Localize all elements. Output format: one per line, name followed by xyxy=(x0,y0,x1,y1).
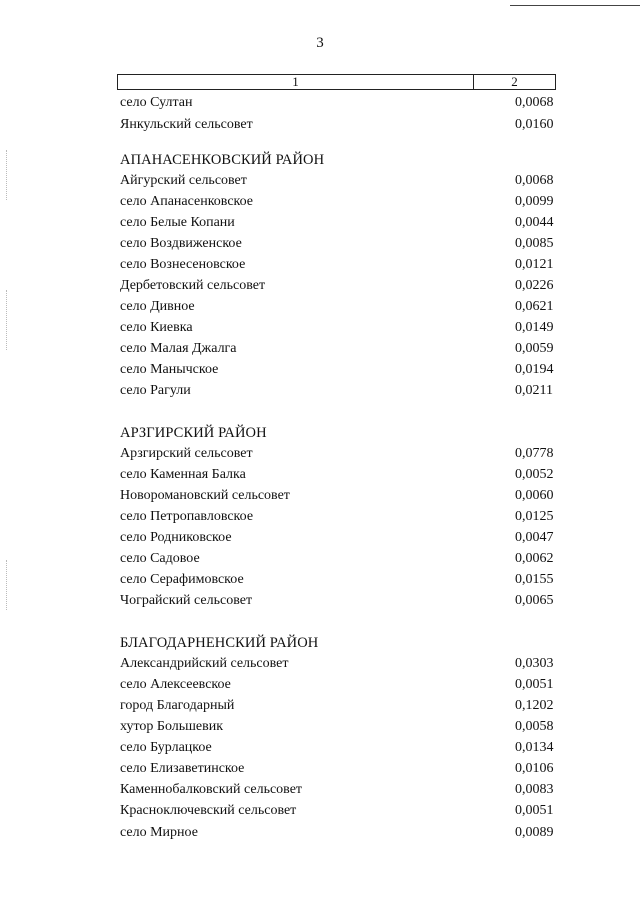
coefficient-value: 0,0051 xyxy=(515,677,554,692)
table-row xyxy=(0,213,640,233)
table-row xyxy=(0,823,640,843)
table-row xyxy=(0,318,640,338)
settlement-name: село Серафимовское xyxy=(120,572,244,587)
coefficient-value: 0,1202 xyxy=(515,698,554,713)
settlement-name: Красноключевский сельсовет xyxy=(120,803,297,818)
coefficient-value: 0,0083 xyxy=(515,782,554,797)
table-row xyxy=(0,759,640,779)
settlement-name: Арзгирский сельсовет xyxy=(120,446,253,461)
table-row xyxy=(0,507,640,527)
coefficient-value: 0,0106 xyxy=(515,761,554,776)
coefficient-value: 0,0194 xyxy=(515,362,554,377)
table-row xyxy=(0,381,640,401)
coefficient-value: 0,0059 xyxy=(515,341,554,356)
settlement-name: село Алексеевское xyxy=(120,677,231,692)
table-row xyxy=(0,696,640,716)
coefficient-value: 0,0125 xyxy=(515,509,554,524)
settlement-name: село Елизаветинское xyxy=(120,761,245,776)
settlement-name: село Султан xyxy=(120,95,193,110)
district-name: БЛАГОДАРНЕНСКИЙ РАЙОН xyxy=(120,635,319,651)
table-row xyxy=(0,465,640,485)
coefficient-value: 0,0052 xyxy=(515,467,554,482)
settlement-name: село Мирное xyxy=(120,825,198,840)
coefficient-value: 0,0149 xyxy=(515,320,554,335)
settlement-name: село Каменная Балка xyxy=(120,467,246,482)
settlement-name: Каменнобалковский сельсовет xyxy=(120,782,303,797)
coefficient-value: 0,0062 xyxy=(515,551,554,566)
settlement-name: село Апанасенковское xyxy=(120,194,254,209)
table-row xyxy=(0,780,640,800)
district-heading xyxy=(0,633,640,653)
coefficient-value: 0,0044 xyxy=(515,215,554,230)
table-header-col2: 2 xyxy=(511,74,518,89)
district-heading xyxy=(0,423,640,443)
settlement-name: село Садовое xyxy=(120,551,200,566)
table-row xyxy=(0,738,640,758)
coefficient-value: 0,0134 xyxy=(515,740,554,755)
district-heading xyxy=(0,150,640,170)
settlement-name: хутор Большевик xyxy=(120,719,224,734)
page-number: 3 xyxy=(316,35,324,51)
table-row xyxy=(0,234,640,254)
settlement-name: Айгурский сельсовет xyxy=(120,173,247,188)
coefficient-value: 0,0085 xyxy=(515,236,554,251)
table-header-col1: 1 xyxy=(118,75,474,89)
coefficient-value: 0,0060 xyxy=(515,488,554,503)
coefficient-value: 0,0047 xyxy=(515,530,554,545)
table-row xyxy=(0,549,640,569)
coefficient-value: 0,0068 xyxy=(515,173,554,188)
table-row xyxy=(0,654,640,674)
table-row xyxy=(0,801,640,821)
settlement-name: село Киевка xyxy=(120,320,193,335)
settlement-name: село Вознесеновское xyxy=(120,257,246,272)
settlement-name: Чограйский сельсовет xyxy=(120,593,253,608)
coefficient-value: 0,0226 xyxy=(515,278,554,293)
table-row xyxy=(0,360,640,380)
settlement-name: город Благодарный xyxy=(120,698,235,713)
table-row xyxy=(0,486,640,506)
settlement-name: село Манычское xyxy=(120,362,219,377)
table-row xyxy=(0,717,640,737)
table-row xyxy=(0,528,640,548)
district-name: АРЗГИРСКИЙ РАЙОН xyxy=(120,425,267,441)
table-row xyxy=(0,171,640,191)
coefficient-value: 0,0211 xyxy=(515,383,553,398)
table-row xyxy=(0,297,640,317)
table-row xyxy=(0,339,640,359)
settlement-name: село Бурлацкое xyxy=(120,740,212,755)
coefficient-value: 0,0303 xyxy=(515,656,554,671)
coefficient-value: 0,0099 xyxy=(515,194,554,209)
table-row xyxy=(0,276,640,296)
settlement-name: село Малая Джалга xyxy=(120,341,237,356)
settlement-name: село Родниковское xyxy=(120,530,232,545)
coefficient-value: 0,0051 xyxy=(515,803,554,818)
coefficient-value: 0,0621 xyxy=(515,299,554,314)
coefficient-value: 0,0058 xyxy=(515,719,554,734)
settlement-name: Янкульский сельсовет xyxy=(120,117,253,132)
settlement-name: село Дивное xyxy=(120,299,195,314)
settlement-name: село Воздвиженское xyxy=(120,236,242,251)
table-row xyxy=(0,675,640,695)
table-row xyxy=(0,115,640,135)
settlement-name: Новоромановский сельсовет xyxy=(120,488,290,503)
coefficient-value: 0,0089 xyxy=(515,825,554,840)
table-row xyxy=(0,255,640,275)
coefficient-value: 0,0121 xyxy=(515,257,554,272)
table-row xyxy=(0,591,640,611)
settlement-name: село Рагули xyxy=(120,383,191,398)
coefficient-value: 0,0065 xyxy=(515,593,554,608)
settlement-name: село Петропавловское xyxy=(120,509,254,524)
settlement-name: село Белые Копани xyxy=(120,215,235,230)
table-row xyxy=(0,93,640,113)
coefficient-value: 0,0068 xyxy=(515,95,554,110)
coefficient-value: 0,0160 xyxy=(515,117,554,132)
table-row xyxy=(0,570,640,590)
coefficient-value: 0,0778 xyxy=(515,446,554,461)
coefficient-value: 0,0155 xyxy=(515,572,554,587)
district-name: АПАНАСЕНКОВСКИЙ РАЙОН xyxy=(120,152,325,168)
settlement-name: Дербетовский сельсовет xyxy=(120,278,266,293)
table-row xyxy=(0,444,640,464)
settlement-name: Александрийский сельсовет xyxy=(120,656,289,671)
table-row xyxy=(0,192,640,212)
